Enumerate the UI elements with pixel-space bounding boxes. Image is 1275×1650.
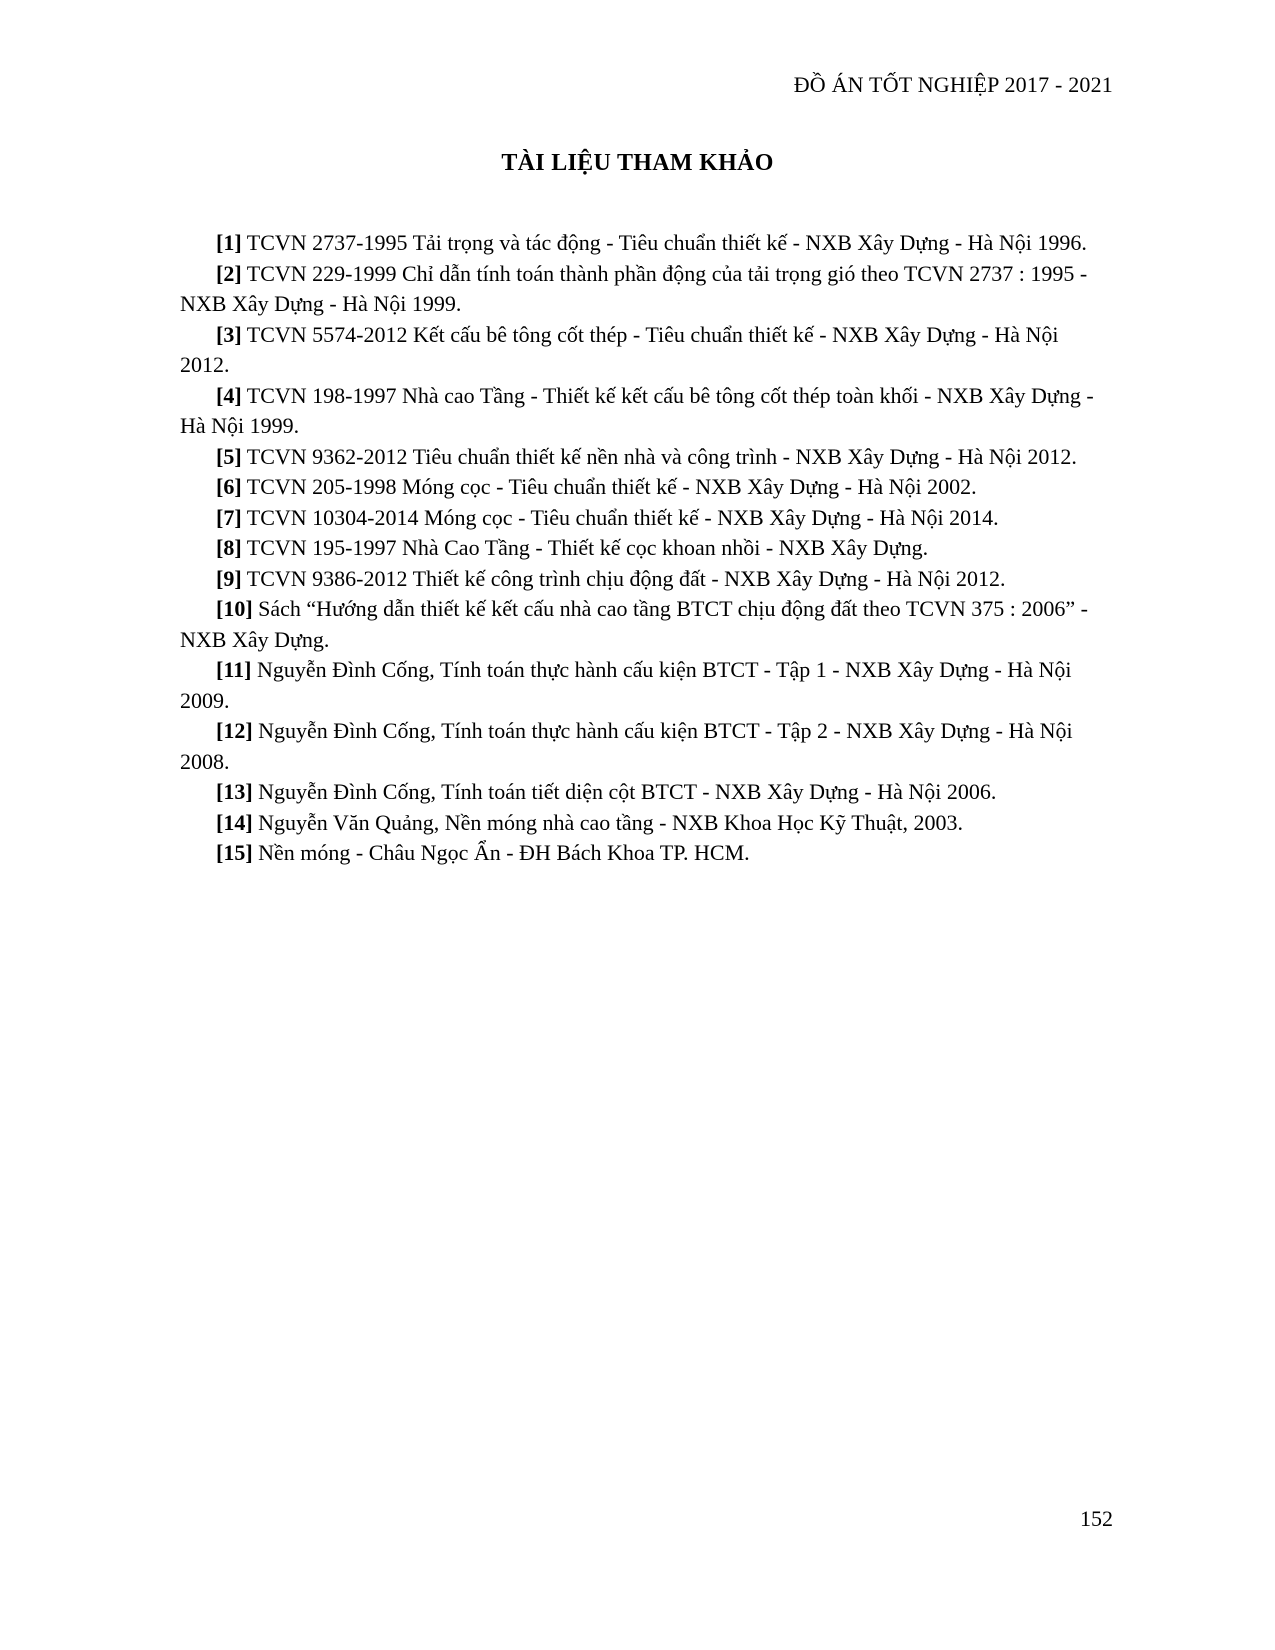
reference-text: TCVN 5574-2012 Kết cấu bê tông cốt thép - Tiêu chuẩn thiết kế - NXB Xây Dựng - Hà Nội 2012. bbox=[180, 321, 1059, 377]
reference-item bbox=[180, 716, 1110, 777]
reference-item bbox=[180, 594, 1110, 655]
reference-item bbox=[180, 442, 1110, 473]
reference-text: TCVN 9362-2012 Tiêu chuẩn thiết kế nền nhà và công trình - NXB Xây Dựng - Hà Nội 2012. bbox=[241, 443, 1077, 469]
reference-text: TCVN 198-1997 Nhà cao Tầng - Thiết kế kết cấu bê tông cốt thép toàn khối - NXB Xây Dựng - Hà Nội 1999. bbox=[180, 382, 1094, 438]
page-header: ĐỒ ÁN TỐT NGHIỆP 2017 - 2021 bbox=[793, 72, 1113, 97]
reference-number: [14] bbox=[216, 809, 253, 835]
reference-number: [9] bbox=[216, 565, 242, 591]
reference-text: Nền móng - Châu Ngọc Ẩn - ĐH Bách Khoa TP. HCM. bbox=[252, 840, 750, 865]
reference-item bbox=[180, 533, 1110, 564]
reference-text: Nguyễn Đình Cống, Tính toán thực hành cấu kiện BTCT - Tập 1 - NXB Xây Dựng - Hà Nội 2009. bbox=[180, 657, 1072, 713]
reference-item bbox=[180, 320, 1110, 381]
reference-text: Nguyễn Đình Cống, Tính toán thực hành cấu kiện BTCT - Tập 2 - NXB Xây Dựng - Hà Nội 2008. bbox=[180, 718, 1073, 774]
reference-number: [3] bbox=[216, 321, 242, 347]
reference-number: [6] bbox=[216, 474, 242, 499]
reference-item bbox=[180, 228, 1110, 259]
reference-number: [13] bbox=[216, 779, 253, 804]
reference-number: [4] bbox=[216, 382, 242, 408]
reference-number: [5] bbox=[216, 443, 242, 469]
reference-item bbox=[180, 381, 1110, 442]
page-title: TÀI LIỆU THAM KHẢO bbox=[501, 150, 774, 176]
reference-text: TCVN 195-1997 Nhà Cao Tầng - Thiết kế cọc khoan nhồi - NXB Xây Dựng. bbox=[241, 535, 929, 560]
reference-text: TCVN 205-1998 Móng cọc - Tiêu chuẩn thiết kế - NXB Xây Dựng - Hà Nội 2002. bbox=[241, 474, 977, 499]
reference-item bbox=[180, 503, 1110, 534]
reference-number: [12] bbox=[216, 718, 253, 743]
reference-text: Nguyễn Văn Quảng, Nền móng nhà cao tầng - NXB Khoa Học Kỹ Thuật, 2003. bbox=[252, 809, 964, 835]
reference-text: TCVN 2737-1995 Tải trọng và tác động - Tiêu chuẩn thiết kế - NXB Xây Dựng - Hà Nội 1996. bbox=[241, 230, 1087, 255]
reference-item bbox=[180, 472, 1110, 503]
reference-number: [8] bbox=[216, 535, 242, 560]
reference-text: Sách “Hướng dẫn thiết kế kết cấu nhà cao tầng BTCT chịu động đất theo TCVN 375 : 2006” - NXB Xây Dựng. bbox=[180, 596, 1088, 652]
reference-item bbox=[180, 259, 1110, 320]
reference-text: TCVN 229-1999 Chỉ dẫn tính toán thành phần động của tải trọng gió theo TCVN 2737 : 1995 - NXB Xây Dựng - Hà Nội 1999. bbox=[180, 260, 1088, 316]
reference-text: Nguyễn Đình Cống, Tính toán tiết diện cột BTCT - NXB Xây Dựng - Hà Nội 2006. bbox=[252, 779, 997, 804]
reference-number: [11] bbox=[216, 657, 252, 682]
reference-item bbox=[180, 838, 1110, 869]
page-number: 152 bbox=[1080, 1506, 1113, 1531]
reference-item bbox=[180, 564, 1110, 595]
reference-number: [7] bbox=[216, 504, 242, 530]
reference-list bbox=[180, 228, 1110, 869]
reference-item bbox=[180, 655, 1110, 716]
reference-text: TCVN 9386-2012 Thiết kế công trình chịu động đất - NXB Xây Dựng - Hà Nội 2012. bbox=[241, 565, 1006, 591]
reference-number: [15] bbox=[216, 840, 253, 865]
reference-item bbox=[180, 777, 1110, 808]
reference-item bbox=[180, 808, 1110, 839]
reference-number: [2] bbox=[216, 260, 242, 286]
reference-number: [10] bbox=[216, 596, 253, 621]
reference-number: [1] bbox=[216, 230, 242, 255]
reference-text: TCVN 10304-2014 Móng cọc - Tiêu chuẩn thiết kế - NXB Xây Dựng - Hà Nội 2014. bbox=[241, 504, 999, 530]
